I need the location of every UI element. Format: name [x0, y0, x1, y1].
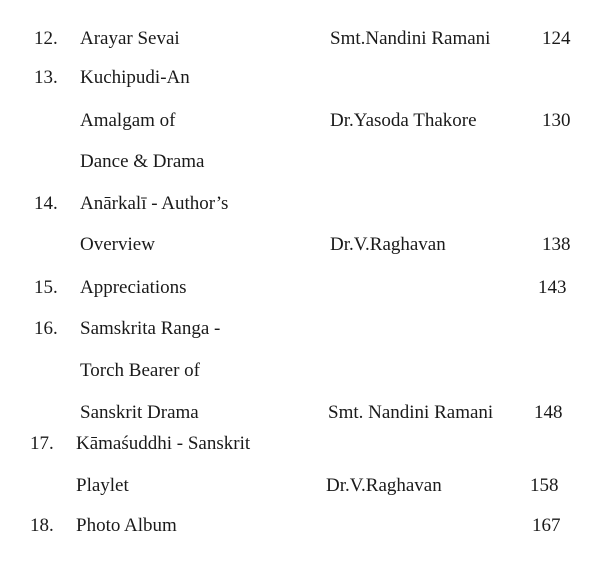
entry-number: 14. [34, 193, 58, 214]
entry-title: Amalgam of [80, 110, 176, 131]
entry-number: 17. [30, 433, 54, 454]
entry-number: 15. [34, 277, 58, 298]
entry-number: 16. [34, 318, 58, 339]
entry-author: Dr.Yasoda Thakore [330, 110, 477, 131]
entry-title: Dance & Drama [80, 151, 205, 172]
entry-title: Arayar Sevai [80, 28, 180, 49]
entry-page-number: 130 [542, 110, 571, 131]
entry-title: Kuchipudi-An [80, 67, 190, 88]
entry-number: 18. [30, 515, 54, 536]
entry-page-number: 143 [538, 277, 567, 298]
entry-author: Dr.V.Raghavan [330, 234, 446, 255]
entry-page-number: 167 [532, 515, 561, 536]
entry-page-number: 148 [534, 402, 563, 423]
entry-title: Photo Album [76, 515, 177, 536]
entry-title: Appreciations [80, 277, 187, 298]
entry-number: 13. [34, 67, 58, 88]
entry-number: 12. [34, 28, 58, 49]
entry-title: Playlet [76, 475, 129, 496]
entry-page-number: 138 [542, 234, 571, 255]
entry-page-number: 124 [542, 28, 571, 49]
entry-title: Torch Bearer of [80, 360, 200, 381]
entry-author: Smt. Nandini Ramani [328, 402, 494, 423]
entry-author: Dr.V.Raghavan [326, 475, 442, 496]
entry-page-number: 158 [530, 475, 559, 496]
entry-author: Smt.Nandini Ramani [330, 28, 491, 49]
entry-title: Anārkalī - Author’s [80, 193, 229, 214]
entry-title: Sanskrit Drama [80, 402, 199, 423]
entry-title: Samskrita Ranga - [80, 318, 221, 339]
entry-title: Kāmaśuddhi - Sanskrit [76, 433, 251, 454]
entry-title: Overview [80, 234, 155, 255]
